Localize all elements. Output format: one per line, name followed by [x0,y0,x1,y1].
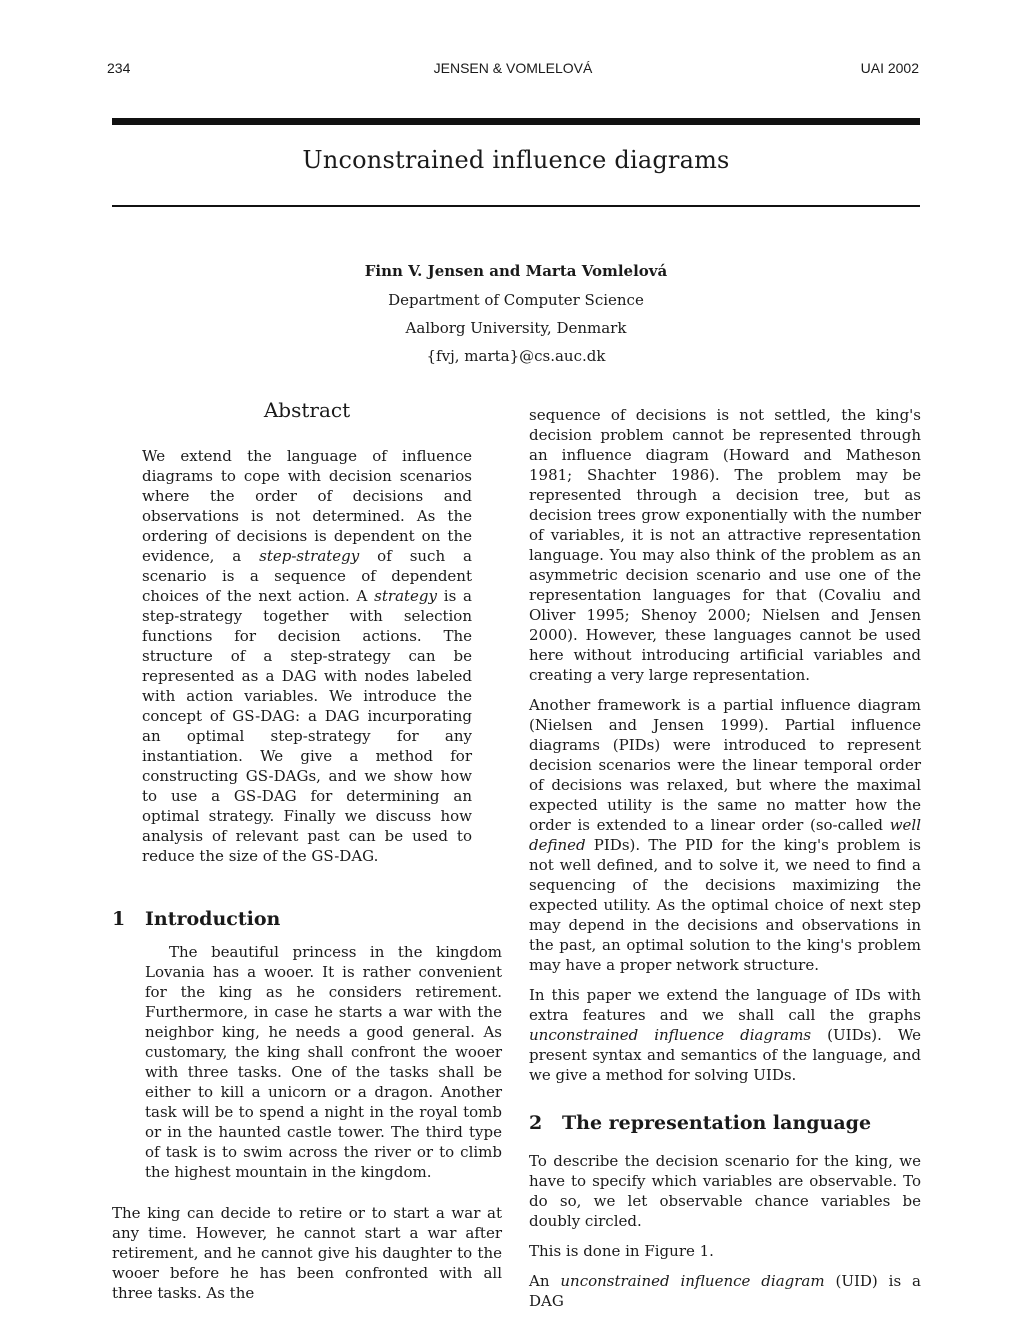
term-strategy: strategy [374,587,437,605]
affiliation-university: Aalborg University, Denmark [405,319,627,337]
intro-paragraph-1: The beautiful princess in the kingdom Lovania has a wooer. It is rather convenient for the king as he considers retirement. Furthermore, in case he starts a war with the neighbor king, he needs a good general. As customary, the king shall confront the wooer with three tasks. One of the tasks shall be either to kill a unicorn or a dragon. Another task will be to spend a night in the royal tomb or in the haunted castle tower. The third type of task is to swim across the river or to climb the highest mountain in the kingdom. [145,943,502,1181]
venue: UAI 2002 [860,60,919,76]
section-2-heading [529,1113,921,1133]
section-1-number: 1 [112,908,126,930]
term-uid-definition: unconstrained influence diagram [560,1272,825,1290]
section-1-heading [112,909,502,929]
abstract-text: We extend the language of influence diagrams to cope with decision scenarios where the order of decisions and observations is not determined. As the ordering of decisions is dependent on the evidence, a step-strategy of such a scenario is a sequence of dependent choices of the next action. A strategy is a step-strategy together with selection functions for decision actions. The structure of a step-strategy can be represented as a DAG with nodes labeled with action variables. We introduce the concept of GS-DAG: a DAG incurporating an optimal step-strategy for any instantiation. We give a method for constructing GS-DAGs, and we show how to use a GS-DAG for determining an optimal strategy. Finally we discuss how analysis of relevant past can be used to reduce the size of the GS-DAG. [142,447,472,865]
authors: Finn V. Jensen and Marta Vomlelová [364,262,668,280]
section-2-title: The representation language [562,1112,872,1134]
title-rule-bottom [112,205,920,207]
abstract-body [142,446,472,866]
paper-title: Unconstrained influence diagrams [302,146,730,174]
intro-paragraph-2: The king can decide to retire or to start a war at any time. However, he cannot start a war after retirement, and he cannot give his daughter to the wooer before he has been confronted with all three tasks. As the [112,1204,502,1302]
term-step-strategy: step-strategy [259,547,360,565]
running-title: JENSEN & VOMLELOVÁ [433,60,593,76]
right-paragraph-1: sequence of decisions is not settled, the king's decision problem cannot be represented through an influence diagram (Howard and Matheson 1981; Shachter 1986). The problem may be represented through a decision tree, but as decision trees grow exponentially with the number of variables, it is not an attractive representation language. You may also think of the problem as an asymmetric decision scenario and use one of the representation languages for that (Covaliu and Oliver 1995; Shenoy 2000; Nielsen and Jensen 2000). However, these languages cannot be used here without introducing artificial variables and creating a very large representation. [529,406,921,684]
section-1-title: Introduction [145,908,281,930]
affiliation-department: Department of Computer Science [388,291,644,309]
section-2-paragraph-2: This is done in Figure 1. [529,1242,714,1260]
abstract-heading: Abstract [263,398,351,422]
right-paragraph-2: Another framework is a partial influence diagram (Nielsen and Jensen 1999). Partial influence diagrams (PIDs) were introduced to represent decision scenarios were the linear temporal order of decisions was relaxed, but where the maximal expected utility is the same no matter how the order is extended to a linear order (so-called well defined PIDs). The PID for the king's problem is not well defined, and to solve it, we need to find a sequencing of the decisions maximizing the expected utility. As the optimal choice of next step may depend in the decisions and observations in the past, an optimal solution to the king's problem may have a proper network structure. [529,696,921,974]
author-email: {fvj, marta}@cs.auc.dk [426,347,606,365]
term-well-defined: well defined [529,816,921,854]
section-2-number: 2 [529,1112,543,1134]
right-paragraph-3: In this paper we extend the language of IDs with extra features and we shall call the graphs unconstrained influence diagrams (UIDs). We present syntax and semantics of the language, and we give a method for solving UIDs. [529,986,921,1084]
term-uid: unconstrained influence diagrams [529,1026,812,1044]
section-2-paragraph-3: An unconstrained influence diagram (UID) is a DAG [529,1272,922,1310]
title-rule-top [112,118,920,125]
running-head [107,60,919,80]
intro-indented-paragraph [145,942,502,1182]
right-column [529,405,921,1311]
page-number: 234 [107,60,131,76]
section-2-paragraph-1: To describe the decision scenario for the king, we have to specify which variables are observable. To do so, we let observable chance variables be doubly circled. [529,1152,921,1230]
left-column [112,400,502,1303]
